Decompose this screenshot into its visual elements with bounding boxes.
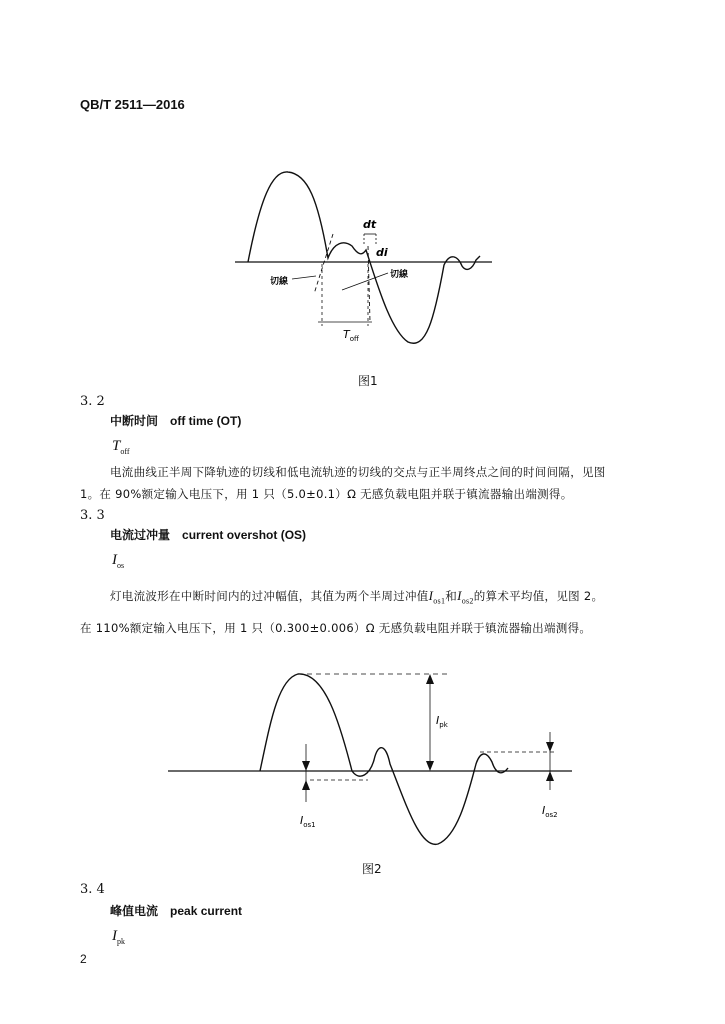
standard-id-header: QB/T 2511—2016 [80, 97, 185, 112]
fig2-ipk-arrow-top [426, 674, 434, 684]
fig2-label-ipk: $I_{pk}$ [436, 714, 448, 729]
term-en: current overshot (OS) [182, 528, 307, 542]
section-3-2-number: 3. 2 [80, 394, 105, 409]
fig2-ios1-arrow-bottom [302, 780, 310, 790]
ios1-symbol: $I_{os1}$ [428, 588, 446, 606]
section-3-3-symbol: $I_{os}$ [112, 552, 125, 570]
figure-2-waveform [160, 664, 580, 854]
fig2-ipk-arrow-bottom [426, 761, 434, 771]
section-3-2-line-2: 1。在 90%额定输入电压下，用 1 只（5.0±0.1）Ω 无感负载电阻并联于镇流器输出端测得。 [80, 487, 573, 501]
fig1-label-di: di [376, 246, 388, 259]
section-3-3-number: 3. 3 [80, 508, 105, 523]
fig1-tangent-left [314, 234, 333, 294]
figure-1-caption: 图1 [358, 374, 378, 388]
fig1-pointer-left [292, 276, 316, 279]
section-3-4-term [110, 902, 242, 919]
term-cn: 峰值电流 [110, 904, 159, 918]
term-en: off time (OT) [170, 414, 242, 428]
fig1-label-tangent-right: 切線 [390, 270, 409, 280]
section-3-3-line-1: 灯电流波形在中断时间内的过冲幅值，其值为两个半周过冲值$I_{os1}$和$I_{os2}$的算术平均值，见图 2。 [110, 588, 604, 606]
fig2-ios2-arrow-top [546, 742, 554, 752]
fig2-ios1-arrow-top [302, 761, 310, 771]
page-number: 2 [80, 952, 87, 966]
section-3-2-term [110, 412, 241, 429]
fig1-pointer-right [342, 273, 388, 290]
fig2-ios2-arrow-bottom [546, 771, 554, 781]
fig1-label-tangent-left: 切線 [270, 277, 289, 287]
section-3-4-number: 3. 4 [80, 882, 105, 897]
section-3-3-line-2: 在 110%额定输入电压下，用 1 只（0.300±0.006）Ω 无感负载电阻并联于镇流器输出端测得。 [80, 621, 592, 635]
fig1-label-toff: $T_{off}$ [343, 328, 359, 343]
term-en: peak current [170, 904, 243, 918]
section-3-4-symbol: $I_{pk}$ [112, 928, 125, 946]
section-3-2-line-1: 电流曲线正半周下降轨迹的切线和低电流轨迹的切线的交点与正半周终点之间的时间间隔，见图 [110, 465, 606, 479]
term-cn: 中断时间 [110, 414, 159, 428]
fig2-current-curve [260, 674, 508, 844]
term-cn: 电流过冲量 [110, 528, 171, 542]
fig1-label-dt: dt [363, 218, 377, 231]
fig1-current-curve [248, 172, 480, 343]
fig2-label-ios2: $I_{os2}$ [542, 804, 558, 819]
figure-2-caption: 图2 [362, 862, 382, 876]
ios2-symbol: $I_{os2}$ [457, 588, 474, 606]
figure-1-waveform [230, 160, 500, 350]
section-3-3-term [110, 526, 306, 543]
section-3-2-symbol: $T_{off}$ [112, 438, 130, 456]
fig2-label-ios1: $I_{os1}$ [300, 814, 316, 829]
